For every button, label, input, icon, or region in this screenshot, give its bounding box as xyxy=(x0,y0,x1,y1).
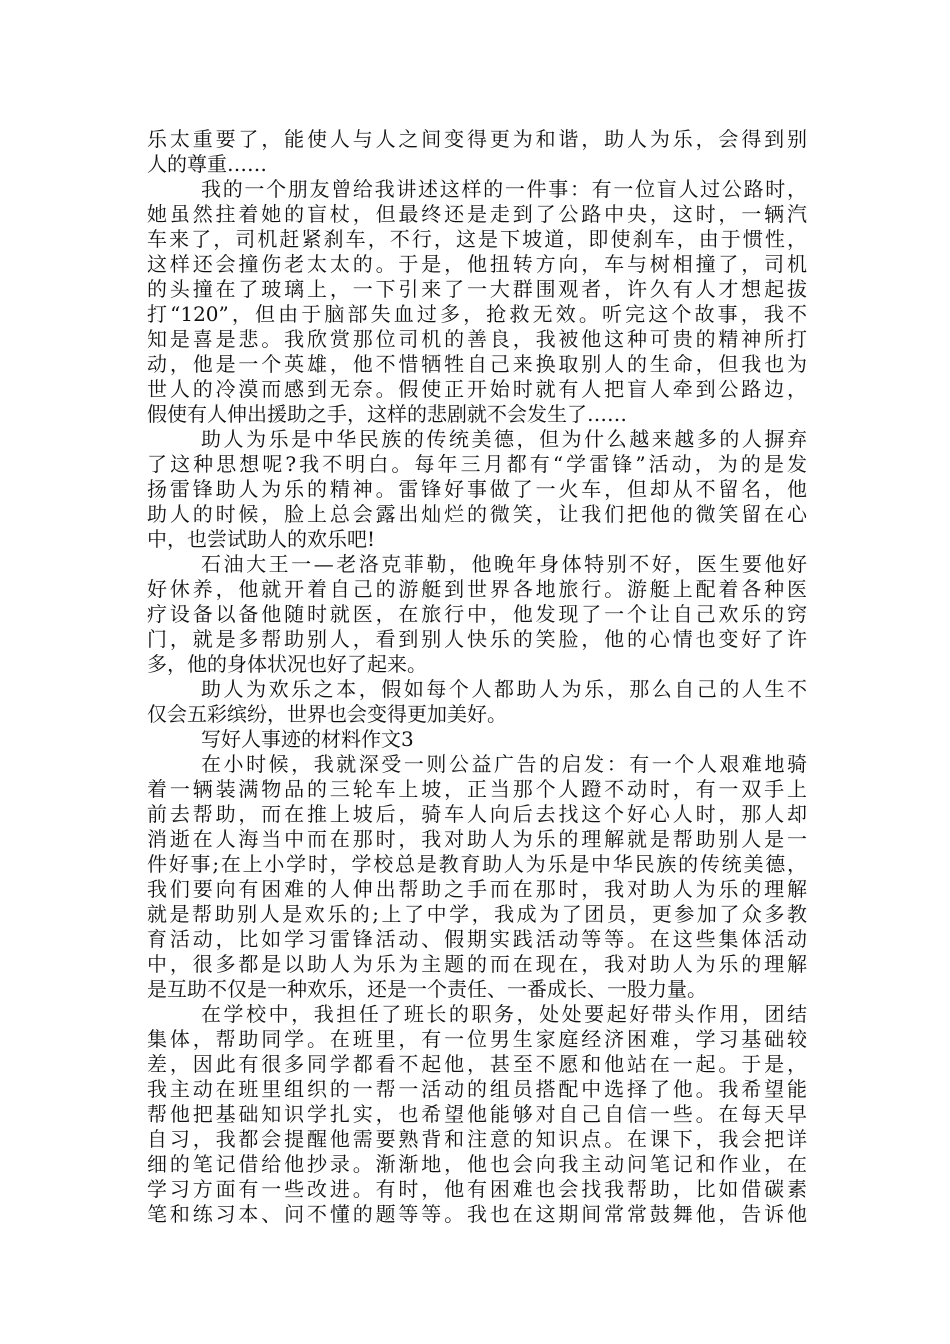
paragraph-3-line-1: 助人为乐是中华民族的传统美德，但为什么越来越多的人摒弃 xyxy=(201,427,807,451)
paragraph-8-line-6: 自习，我都会提醒他需要熟背和注意的知识点。在课下，我会把详 xyxy=(147,1127,807,1151)
paragraph-4-line-4: 门，就是多帮助别人，看到别人快乐的笑脸，他的心情也变好了许 xyxy=(147,627,807,651)
paragraph-8-line-9: 笔和练习本、问不懂的题等等。我也在这期间常常鼓舞他，告诉他 xyxy=(147,1202,807,1226)
paragraph-7-line-6: 我们要向有困难的人伸出帮助之手而在那时，我对助人为乐的理解 xyxy=(147,877,807,901)
paragraph-2-line-1: 我的一个朋友曾给我讲述这样的一件事：有一位盲人过公路时， xyxy=(201,177,807,201)
paragraph-8-line-1: 在学校中，我担任了班长的职务，处处要起好带头作用，团结 xyxy=(201,1002,807,1026)
paragraph-8-line-5: 帮他把基础知识学扎实，也希望他能够对自己自信一些。在每天早 xyxy=(147,1102,807,1126)
paragraph-2-line-10: 假使有人伸出援助之手，这样的悲剧就不会发生了…… xyxy=(147,402,627,426)
paragraph-4-line-1: 石油大王一—老洛克菲勒，他晚年身体特别不好，医生要他好 xyxy=(201,552,807,576)
paragraph-4-line-2: 好休养，他就开着自己的游艇到世界各地旅行。游艇上配着各种医 xyxy=(147,577,807,601)
paragraph-2-line-4: 这样还会撞伤老太太的。于是，他扭转方向，车与树相撞了，司机 xyxy=(147,252,807,276)
paragraph-3-line-5: 中，也尝试助人的欢乐吧! xyxy=(147,527,376,551)
paragraph-2-line-8: 动，他是一个英雄，他不惜牺牲自己来换取别人的生命，但我也为 xyxy=(147,352,807,376)
paragraph-2-line-2: 她虽然拄着她的盲杖，但最终还是走到了公路中央，这时，一辆汽 xyxy=(147,202,807,226)
paragraph-7-line-3: 前去帮助，而在推上坡后，骑车人向后去找这个好心人时，那人却 xyxy=(147,802,807,826)
paragraph-8-line-2: 集体，帮助同学。在班里，有一位男生家庭经济困难，学习基础较 xyxy=(147,1027,807,1051)
paragraph-7-line-4: 消逝在人海当中而在那时，我对助人为乐的理解就是帮助别人是一 xyxy=(147,827,807,851)
paragraph-2-line-3: 车来了，司机赶紧刹车，不行，这是下坡道，即使刹车，由于惯性， xyxy=(147,227,807,251)
paragraph-7-line-5: 件好事;在上小学时，学校总是教育助人为乐是中华民族的传统美德， xyxy=(147,852,807,876)
paragraph-7-line-1: 在小时候，我就深受一则公益广告的启发：有一个人艰难地骑 xyxy=(201,752,807,776)
paragraph-1-line-1: 乐太重要了，能使人与人之间变得更为和谐，助人为乐，会得到别 xyxy=(147,127,807,151)
paragraph-1-line-2: 人的尊重…… xyxy=(147,152,267,176)
paragraph-7-line-9: 中，很多都是以助人为乐为主题的而在现在，我对助人为乐的理解 xyxy=(147,952,807,976)
paragraph-5-line-1: 助人为欢乐之本，假如每个人都助人为乐，那么自己的人生不 xyxy=(201,677,807,701)
paragraph-2-line-5: 的头撞在了玻璃上，一下引来了一大群围观者，许久有人才想起拔 xyxy=(147,277,807,301)
paragraph-4-line-5: 多，他的身体状况也好了起来。 xyxy=(147,652,427,676)
paragraph-2-line-6: 打“120”，但由于脑部失血过多，抢救无效。听完这个故事，我不 xyxy=(147,302,807,326)
paragraph-7-line-8: 育活动，比如学习雷锋活动、假期实践活动等等。在这些集体活动 xyxy=(147,927,807,951)
paragraph-8-line-3: 差，因此有很多同学都看不起他，甚至不愿和他站在一起。于是， xyxy=(147,1052,807,1076)
paragraph-8-line-8: 学习方面有一些改进。有时，他有困难也会找我帮助，比如借碳素 xyxy=(147,1177,807,1201)
paragraph-7-line-10: 是互助不仅是一种欢乐，还是一个责任、一番成长、一股力量。 xyxy=(147,977,707,1001)
paragraph-4-line-3: 疗设备以备他随时就医，在旅行中，他发现了一个让自己欢乐的窍 xyxy=(147,602,807,626)
paragraph-3-line-4: 助人的时候，脸上总会露出灿烂的微笑，让我们把他的微笑留在心 xyxy=(147,502,807,526)
paragraph-3-line-2: 了这种思想呢?我不明白。每年三月都有“学雷锋”活动，为的是发 xyxy=(147,452,807,476)
paragraph-3-line-3: 扬雷锋助人为乐的精神。雷锋好事做了一火车，但却从不留名，他 xyxy=(147,477,807,501)
paragraph-7-line-7: 就是帮助别人是欢乐的;上了中学，我成为了团员，更参加了众多教 xyxy=(147,902,807,926)
paragraph-5-line-2: 仅会五彩缤纷，世界也会变得更加美好。 xyxy=(147,702,507,726)
paragraph-7-line-2: 着一辆装满物品的三轮车上坡，正当那个人蹬不动时，有一双手上 xyxy=(147,777,807,801)
paragraph-2-line-9: 世人的冷漠而感到无奈。假使正开始时就有人把盲人牵到公路边， xyxy=(147,377,807,401)
paragraph-8-line-7: 细的笔记借给他抄录。渐渐地，他也会向我主动问笔记和作业，在 xyxy=(147,1152,807,1176)
document-body xyxy=(147,127,807,1227)
paragraph-2-line-7: 知是喜是悲。我欣赏那位司机的善良，我被他这种可贵的精神所打 xyxy=(147,327,807,351)
paragraph-6-line-1: 写好人事迹的材料作文3 xyxy=(201,727,414,751)
paragraph-8-line-4: 我主动在班里组织的一帮一活动的组员搭配中选择了他。我希望能 xyxy=(147,1077,807,1101)
